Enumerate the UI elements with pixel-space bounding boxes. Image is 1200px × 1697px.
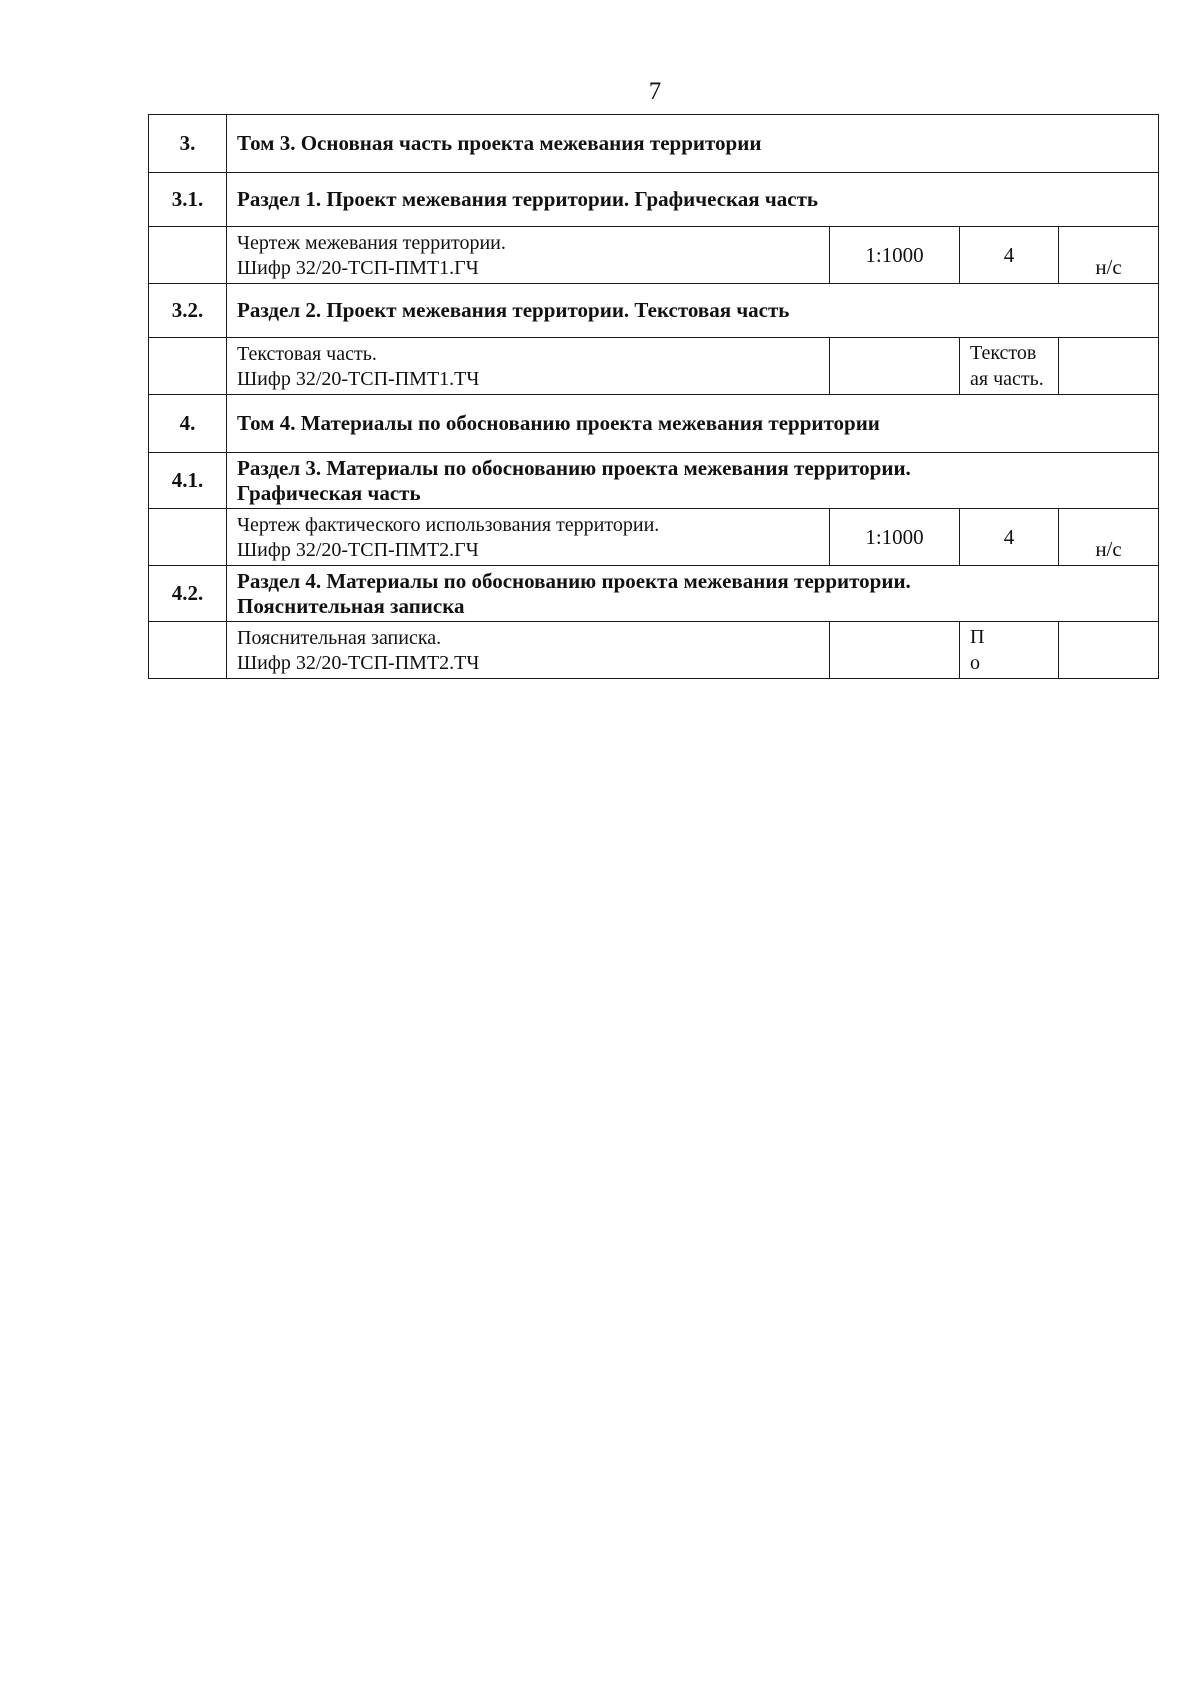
table-row-section-4-1 xyxy=(149,453,1159,509)
item-code: Шифр 32/20-ТСП-ПМТ1.ТЧ xyxy=(237,367,480,390)
item-scale: 1:1000 xyxy=(830,509,960,566)
item-scale: 1:1000 xyxy=(830,227,960,284)
table-row-section-4-2 xyxy=(149,566,1159,622)
item-name xyxy=(227,227,830,284)
table-row-item xyxy=(149,509,1159,566)
empty-number-cell xyxy=(149,622,227,679)
item-name xyxy=(227,338,830,395)
empty-number-cell xyxy=(149,338,227,395)
section-title-line-1: Раздел 4. Материалы по обоснованию проекта межевания территории. xyxy=(237,568,911,593)
item-note-line-1: Текстов xyxy=(970,342,1037,364)
section-title-line-2: Пояснительная записка xyxy=(237,593,465,618)
volume-title: Том 3. Основная часть проекта межевания территории xyxy=(227,115,1159,173)
row-number: 4. xyxy=(149,395,227,453)
row-number: 3.1. xyxy=(149,173,227,227)
item-name-line-1: Чертеж фактического использования территории. xyxy=(237,513,660,536)
item-note-line-2: о xyxy=(970,652,980,674)
section-title: Раздел 1. Проект межевания территории. Графическая часть xyxy=(227,173,1159,227)
section-title xyxy=(227,453,1159,509)
item-note-line-1: П xyxy=(970,626,985,648)
section-title-line-1: Раздел 3. Материалы по обоснованию проекта межевания территории. xyxy=(237,455,911,480)
item-name xyxy=(227,509,830,566)
item-code: Шифр 32/20-ТСП-ПМТ2.ТЧ xyxy=(237,651,480,674)
section-title-line-2: Графическая часть xyxy=(237,480,421,505)
item-name-line-1: Текстовая часть. xyxy=(237,342,377,365)
table-row-item xyxy=(149,622,1159,679)
table-row-volume-3 xyxy=(149,115,1159,173)
item-note xyxy=(960,338,1059,395)
item-mark xyxy=(1059,338,1159,395)
item-sheets: 4 xyxy=(960,509,1059,566)
row-number: 4.1. xyxy=(149,453,227,509)
section-title xyxy=(227,566,1159,622)
table-row-item xyxy=(149,338,1159,395)
table-row-item xyxy=(149,227,1159,284)
item-scale xyxy=(830,338,960,395)
page-number: 7 xyxy=(648,78,662,105)
empty-number-cell xyxy=(149,227,227,284)
item-mark: н/с xyxy=(1059,227,1159,284)
section-title: Раздел 2. Проект межевания территории. Текстовая часть xyxy=(227,284,1159,338)
table-row-section-3-1 xyxy=(149,173,1159,227)
row-number: 4.2. xyxy=(149,566,227,622)
item-name-line-1: Пояснительная записка. xyxy=(237,626,442,649)
empty-number-cell xyxy=(149,509,227,566)
row-number: 3. xyxy=(149,115,227,173)
table-row-section-3-2 xyxy=(149,284,1159,338)
item-code: Шифр 32/20-ТСП-ПМТ2.ГЧ xyxy=(237,538,479,561)
item-mark: н/с xyxy=(1059,509,1159,566)
item-note xyxy=(960,622,1059,679)
item-mark xyxy=(1059,622,1159,679)
volume-title: Том 4. Материалы по обоснованию проекта межевания территории xyxy=(227,395,1159,453)
item-note-line-2: ая часть. xyxy=(970,368,1044,390)
item-sheets: 4 xyxy=(960,227,1059,284)
item-code: Шифр 32/20-ТСП-ПМТ1.ГЧ xyxy=(237,256,479,279)
table-row-volume-4 xyxy=(149,395,1159,453)
item-name xyxy=(227,622,830,679)
item-scale xyxy=(830,622,960,679)
documents-table xyxy=(148,114,1159,679)
item-name-line-1: Чертеж межевания территории. xyxy=(237,231,506,254)
row-number: 3.2. xyxy=(149,284,227,338)
